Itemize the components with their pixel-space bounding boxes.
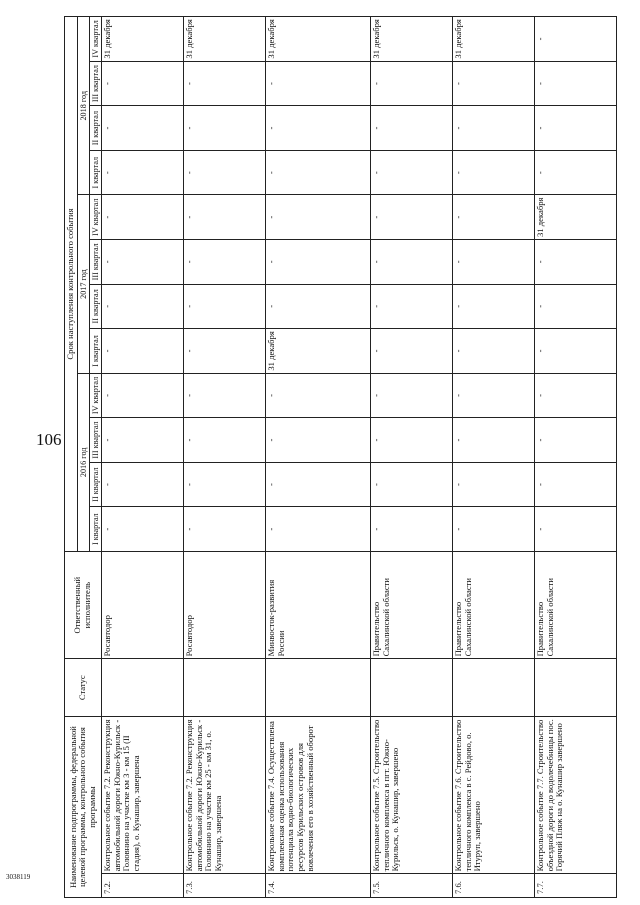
quarter-cell: -: [371, 106, 453, 151]
name-column-header: Наименование подпрограммы, федеральной целевой программы, контрольного события программы: [65, 717, 102, 898]
quarter-cell: 31 декабря: [266, 17, 371, 62]
table-row: [535, 17, 617, 898]
responsible-cell: Росавтодор: [184, 551, 266, 658]
quarter-cell: -: [453, 418, 535, 463]
status-cell: [184, 659, 266, 717]
quarter-cell: -: [266, 373, 371, 418]
quarter-cell: -: [102, 329, 184, 374]
year-header: 2017 год: [77, 195, 89, 373]
quarter-cell: -: [184, 329, 266, 374]
quarter-cell: -: [453, 240, 535, 285]
quarter-cell: -: [371, 240, 453, 285]
status-cell: [266, 659, 371, 717]
quarter-cell: -: [535, 329, 617, 374]
table-body: [102, 17, 617, 898]
responsible-cell: Правительство Сахалинской области: [453, 551, 535, 658]
quarter-cell: -: [102, 507, 184, 552]
event-name: Контрольное событие 7.2. Реконструкция автомобильной дороги Южно-Курильск - Головнино на участке км 3 - км 15 (II стадия), о. Кунашир, завершена: [102, 717, 184, 874]
quarter-cell: -: [371, 507, 453, 552]
year-header: 2018 год: [77, 17, 89, 195]
quarter-cell: -: [453, 462, 535, 507]
quarter-cell: -: [184, 106, 266, 151]
quarter-cell: -: [371, 195, 453, 240]
quarter-cell: -: [266, 418, 371, 463]
quarter-header: II квартал: [89, 106, 101, 151]
row-number: 7.6.: [453, 874, 535, 898]
quarter-cell: -: [102, 61, 184, 106]
status-column-header: Статус: [65, 659, 102, 717]
quarter-cell: -: [453, 507, 535, 552]
table-row: [184, 17, 266, 898]
quarter-cell: -: [535, 284, 617, 329]
quarter-cell: 31 декабря: [266, 329, 371, 374]
quarter-cell: -: [453, 195, 535, 240]
quarter-cell: -: [266, 106, 371, 151]
row-number: 7.7.: [535, 874, 617, 898]
quarter-header: II квартал: [89, 284, 101, 329]
quarter-cell: -: [184, 240, 266, 285]
quarter-cell: -: [371, 329, 453, 374]
event-name: Контрольное событие 7.4. Осуществлена комплексная оценка использования потенциала водно-биологических ресурсов Курильских островов для вовлечения его в хозяйственный оборот: [266, 717, 371, 874]
row-number: 7.5.: [371, 874, 453, 898]
quarter-cell: -: [453, 373, 535, 418]
quarter-cell: -: [371, 373, 453, 418]
quarter-cell: -: [184, 61, 266, 106]
responsible-column-header: Ответственный исполнитель: [65, 551, 102, 658]
quarter-cell: -: [535, 150, 617, 195]
quarter-cell: -: [371, 418, 453, 463]
row-number: 7.2.: [102, 874, 184, 898]
quarter-cell: 31 декабря: [453, 17, 535, 62]
quarter-cell: -: [453, 61, 535, 106]
quarter-cell: -: [184, 507, 266, 552]
responsible-cell: Минвосток-развития России: [266, 551, 371, 658]
quarter-cell: -: [535, 17, 617, 62]
deadline-group-header: Срок наступления контрольного события: [65, 17, 78, 552]
quarter-header: III квартал: [89, 418, 101, 463]
quarter-header: III квартал: [89, 61, 101, 106]
year-header: 2016 год: [77, 373, 89, 551]
quarter-cell: -: [102, 284, 184, 329]
quarter-cell: -: [184, 284, 266, 329]
responsible-cell: Правительство Сахалинской области: [371, 551, 453, 658]
quarter-cell: -: [371, 284, 453, 329]
table-row: [453, 17, 535, 898]
quarter-header: III квартал: [89, 240, 101, 285]
table-row: [102, 17, 184, 898]
status-cell: [371, 659, 453, 717]
quarter-cell: -: [266, 150, 371, 195]
event-name: Контрольное событие 7.5. Строительство тепличного комплекса в пгт. Южно-Курильск, о. Кунашир, завершено: [371, 717, 453, 874]
quarter-cell: 31 декабря: [371, 17, 453, 62]
row-number: 7.3.: [184, 874, 266, 898]
quarter-cell: -: [266, 195, 371, 240]
quarter-cell: -: [535, 373, 617, 418]
document-code: 3038119: [6, 873, 31, 881]
quarter-header: I квартал: [89, 150, 101, 195]
quarter-cell: -: [102, 150, 184, 195]
quarter-header: IV квартал: [89, 195, 101, 240]
quarter-cell: -: [453, 150, 535, 195]
quarter-cell: 31 декабря: [535, 195, 617, 240]
quarter-cell: -: [535, 418, 617, 463]
status-cell: [453, 659, 535, 717]
quarter-cell: -: [184, 373, 266, 418]
event-name: Контрольное событие 7.7. Строительство объездной дороги до водолечебницы пос. Горячий Пляж на о. Кунашир завершено: [535, 717, 617, 874]
responsible-cell: Правительство Сахалинской области: [535, 551, 617, 658]
quarter-cell: -: [453, 106, 535, 151]
quarter-cell: -: [371, 61, 453, 106]
page-number: 106: [36, 430, 62, 449]
quarter-header: I квартал: [89, 507, 101, 552]
quarter-cell: -: [184, 418, 266, 463]
quarter-header: II квартал: [89, 462, 101, 507]
quarter-cell: 31 декабря: [102, 17, 184, 62]
quarter-cell: -: [371, 462, 453, 507]
quarter-cell: -: [184, 195, 266, 240]
row-number: 7.4.: [266, 874, 371, 898]
quarter-cell: -: [266, 507, 371, 552]
event-name: Контрольное событие 7.2. Реконструкция автомобильной дороги Южно-Курильск - Головнино на участке км 25 - км 31, о. Кунашир, завершена: [184, 717, 266, 874]
table-row: [371, 17, 453, 898]
status-cell: [102, 659, 184, 717]
quarter-cell: -: [535, 507, 617, 552]
header-row-1: [65, 17, 78, 898]
quarter-header: I квартал: [89, 329, 101, 374]
quarter-cell: -: [535, 240, 617, 285]
event-name: Контрольное событие 7.6. Строительство тепличного комплекса в с. Рейдово, о. Итуруп, завершено: [453, 717, 535, 874]
quarter-cell: -: [535, 61, 617, 106]
quarter-cell: -: [266, 61, 371, 106]
quarter-cell: -: [102, 106, 184, 151]
responsible-cell: Росавтодор: [102, 551, 184, 658]
quarter-cell: -: [102, 373, 184, 418]
quarter-cell: -: [266, 240, 371, 285]
quarter-cell: -: [102, 462, 184, 507]
quarter-cell: -: [453, 284, 535, 329]
quarter-cell: 31 декабря: [184, 17, 266, 62]
table-row: [266, 17, 371, 898]
quarter-cell: -: [102, 418, 184, 463]
quarter-cell: -: [102, 195, 184, 240]
quarter-cell: -: [535, 462, 617, 507]
quarter-cell: -: [453, 329, 535, 374]
quarter-cell: -: [266, 462, 371, 507]
quarter-cell: -: [184, 462, 266, 507]
quarter-cell: -: [266, 284, 371, 329]
control-events-table: [64, 16, 617, 898]
quarter-cell: -: [184, 150, 266, 195]
quarter-header: IV квартал: [89, 17, 101, 62]
quarter-cell: -: [371, 150, 453, 195]
quarter-cell: -: [102, 240, 184, 285]
status-cell: [535, 659, 617, 717]
quarter-cell: -: [535, 106, 617, 151]
rotated-table-wrapper: [64, 16, 617, 898]
quarter-header: IV квартал: [89, 373, 101, 418]
